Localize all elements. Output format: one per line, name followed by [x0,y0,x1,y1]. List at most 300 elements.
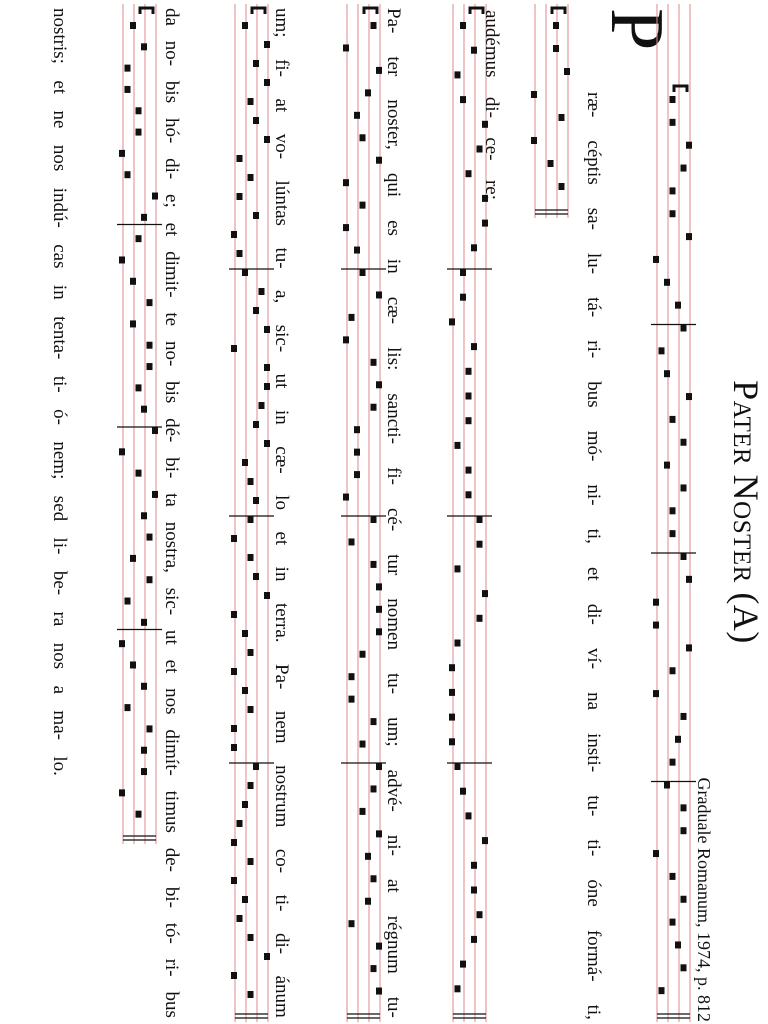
lyric-syllable: nos [161,688,182,715]
neume-note [237,820,243,827]
c-clef-icon [364,8,377,14]
lyric-syllable: cæ- [271,446,292,474]
neume-note [670,507,676,514]
neume-note [675,736,681,743]
lyric-syllable: tó- [161,922,182,944]
lyric-syllable: et [161,222,182,237]
neume-note [360,134,366,141]
neume-note [659,347,665,354]
lyric-syllable: ti- [583,839,604,857]
neume-note [477,615,483,622]
neume-note [686,142,692,149]
lyric-syllable: ta [161,493,182,507]
neume-note [681,325,687,332]
lyric-syllable: ti- [271,894,292,912]
neume-note [237,250,243,257]
neume-note [471,244,477,251]
lyric-syllable: ó- [49,409,70,425]
neume-note [231,231,237,238]
neume-note [130,555,136,562]
neume-note [471,862,477,869]
neume-note [349,673,355,680]
neume-note [242,896,248,903]
neume-note [141,683,147,690]
neume-note [152,491,158,498]
neume-note [248,858,254,865]
lyric-syllable: a, [271,290,292,304]
neume-note [231,972,237,979]
lyric-syllable: timus [161,790,182,833]
lyric-syllable: no- [161,340,182,367]
neume-note [460,294,466,301]
neume-note [365,853,371,860]
lyric-syllable: ri- [161,958,182,977]
neume-note [253,421,259,428]
neume-note [349,314,355,321]
lyric-syllable: na [583,692,604,711]
neume-note [371,718,377,725]
lyric-syllable: cæ- [383,296,404,325]
neume-note [248,516,254,523]
neume-note [670,96,676,103]
neume-note [471,343,477,350]
neume-note [147,342,153,349]
neume-note [136,235,142,242]
lyric-syllable: nos [49,144,70,172]
lyric-syllable: lis: [383,347,404,371]
lyric-syllable: mó- [583,430,604,462]
neume-note [371,965,377,972]
neume-note [455,565,461,572]
c-clef-icon [552,8,565,14]
neume-note [482,837,488,844]
neume-note [141,512,147,519]
neume-note [141,406,147,413]
neume-note [477,911,483,918]
neume-note [681,827,687,834]
neume-note [681,439,687,446]
c-clef-icon [674,86,687,92]
lyric-syllable: bis [161,80,182,104]
neume-note [248,991,254,998]
lyric-syllable: be- [49,570,70,596]
neume-note [253,307,259,314]
lyric-line [160,8,182,1018]
neume-note [466,393,472,400]
neume-note [343,44,349,51]
neume-note [553,45,559,52]
neume-note [125,704,131,711]
neume-note [670,187,676,194]
neume-note [681,804,687,811]
lyric-syllable: di- [271,933,292,955]
neume-note [360,651,366,658]
lyric-syllable: sic- [161,587,182,616]
lyric-syllable: dé- [161,418,182,443]
neume-note [455,763,461,770]
neume-note [449,738,455,745]
neume-note [259,402,265,409]
lyric-syllable: terra. [271,602,292,643]
lyric-syllable: cas [49,244,70,269]
neume-note [248,478,254,485]
neume-note [231,725,237,732]
neume-note [460,269,466,276]
lyric-syllable: in [383,258,404,274]
neume-note [147,534,153,541]
lyric-syllable: in [271,409,292,425]
neume-note [119,789,125,796]
neume-note [686,233,692,240]
neume-note [349,538,355,545]
lyric-syllable: tenta- [49,316,70,360]
neume-note [237,155,243,162]
neume-note [237,193,243,200]
lyric-syllable: et [583,566,604,581]
lyric-syllable: qui [383,172,404,198]
neume-note [354,449,360,456]
neume-note [349,696,355,703]
neume-note [248,554,254,561]
lyric-syllable: óne [583,879,604,907]
neume-note [141,214,147,221]
neume-note [681,553,687,560]
lyric-syllable: at [271,98,292,113]
neume-note [354,247,360,254]
neume-note [141,747,147,754]
neume-note [455,442,461,449]
neume-note [466,170,472,177]
neume-note [237,915,243,922]
neume-note [152,193,158,200]
lyric-syllable: ti, [583,1004,604,1020]
neume-note [664,462,670,469]
lyric-syllable: ræ- [583,92,604,118]
lyric-syllable: advé- [383,769,404,812]
lyric-syllable: ut [161,629,182,645]
lyric-syllable: dimít- [161,729,182,776]
neume-note [670,416,676,423]
lyric-syllable: da [161,8,182,26]
neume-note [141,619,147,626]
lyric-syllable: Pa- [383,8,404,34]
lyric-syllable: lo [271,495,292,510]
neume-note [130,661,136,668]
neume-note [371,785,377,792]
lyric-syllable: ti- [49,375,70,393]
neume-note [147,363,153,370]
neume-note [136,384,142,391]
lyric-syllable: ra [49,611,70,627]
neume-note [248,706,254,713]
neume-note [471,47,477,54]
neume-note [248,934,254,941]
lyric-syllable: formá- [583,929,604,982]
neume-note [231,877,237,884]
neume-note [477,516,483,523]
neume-note [466,417,472,424]
neume-note [248,649,254,656]
neume-note [147,725,153,732]
neume-note [466,491,472,498]
lyric-syllable: ri- [583,340,604,359]
neume-note [253,763,259,770]
neume-note [653,850,659,857]
lyric-syllable: a [49,685,70,694]
neume-note [664,370,670,377]
lyric-syllable: tur [383,554,404,576]
lyric-syllable: bis [161,381,182,404]
neume-note [675,941,681,948]
neume-note [349,920,355,927]
lyric-syllable: de- [161,847,182,872]
neume-note [242,687,248,694]
neume-note [136,107,142,114]
neume-note [259,288,265,295]
neume-note [548,160,554,167]
lyric-syllable: ti, [583,528,604,544]
neume-note [670,210,676,217]
neume-note [360,808,366,815]
lyric-syllable: ce- [481,137,502,161]
neume-note [449,714,455,721]
neume-note [686,576,692,583]
lyric-syllable: ví- [583,647,604,670]
neume-note [455,640,461,647]
lyric-syllable: ni- [383,834,404,856]
lyric-syllable: di- [583,603,604,625]
lyric-syllable: um; [271,8,292,38]
neume-note [136,129,142,136]
neume-note [686,393,692,400]
neume-note [365,89,371,96]
neume-note [253,212,259,219]
neume-note [670,667,676,674]
neume-note [231,345,237,352]
neume-note [360,202,366,209]
lyric-syllable: no- [161,40,182,67]
neume-note [343,494,349,501]
lyric-syllable: nos [49,642,70,670]
lyric-syllable: audémus [481,10,502,78]
neume-note [371,404,377,411]
lyric-syllable: tu- [383,673,404,695]
neume-note [664,279,670,286]
neume-note [460,788,466,795]
neume-note [477,541,483,548]
lyric-syllable: insti- [583,733,604,773]
neume-note [242,22,248,29]
neume-note [242,630,248,637]
neume-note [681,713,687,720]
neume-note [231,535,237,542]
neume-note [653,622,659,629]
neume-note [460,96,466,103]
lyric-syllable: di- [481,96,502,119]
lyric-syllable: indú- [49,187,70,228]
lyric-syllable: céptis [583,140,604,185]
neume-note [482,590,488,597]
lyric-syllable: nem; [49,441,70,480]
neume-note [449,318,455,325]
neume-note [664,782,670,789]
lyric-syllable: in [49,284,70,300]
lyric-syllable: bus [583,381,604,408]
neume-note [681,896,687,903]
neume-note [231,839,237,846]
neume-note [119,640,125,647]
neume-note [147,299,153,306]
lyric-syllable: co- [271,848,292,874]
neume-note [471,887,477,894]
neume-note [466,368,472,375]
source-citation: Graduale Romanum, 1974, p. 812 [694,777,714,1022]
lyric-syllable: ut [271,373,292,389]
lyric-syllable: Pa- [271,664,292,690]
neume-note [343,179,349,186]
neume-note [653,599,659,606]
neume-note [670,759,676,766]
lyric-syllable: es [383,220,404,236]
lyric-syllable: lu- [583,253,604,275]
neume-note [242,269,248,276]
neume-note [371,561,377,568]
neume-note [141,43,147,50]
neume-note [466,467,472,474]
neume-note [125,598,131,605]
neume-note [531,137,537,144]
neume-note [125,86,131,93]
neume-note [360,741,366,748]
neume-note [130,278,136,285]
neume-note [119,448,125,455]
neume-note [371,875,377,882]
neume-note [248,174,254,181]
lyric-syllable: sic- [271,324,292,353]
lyric-syllable: et [161,659,182,674]
lyric-line [48,8,70,776]
neume-note [119,256,125,263]
lyric-syllable: dimit- [161,251,182,298]
neume-note [354,426,360,433]
neume-note [449,664,455,671]
lyric-syllable: vo- [271,133,292,160]
neume-note [231,744,237,751]
lyric-line [582,92,604,1020]
lyric-syllable: fi- [383,467,404,485]
page-title: Pater Noster (A) [726,380,766,644]
neume-note [670,873,676,880]
neume-note [354,112,360,119]
neume-note [686,644,692,651]
neume-note [248,782,254,789]
neume-note [371,359,377,366]
neume-note [460,22,466,29]
lyric-syllable: lúntas [271,180,292,226]
neume-note [564,68,570,75]
neume-note [681,964,687,971]
lyric-syllable: ánum [271,975,292,1018]
lyric-syllable: tá- [583,297,604,318]
neume-note [675,302,681,309]
neume-note [365,898,371,905]
neume-note [343,224,349,231]
lyric-syllable: ne [49,110,70,129]
lyric-syllable: nostris; [49,8,70,64]
neume-note [147,576,153,583]
lyric-syllable: et [271,531,292,546]
lyric-syllable: nostra, [161,521,182,573]
neume-note [248,98,254,105]
neume-note [653,690,659,697]
lyric-syllable: te [161,312,182,327]
neume-note [653,256,659,263]
neume-note [455,985,461,992]
neume-note [559,183,565,190]
lyric-syllable: bi- [161,457,182,479]
neume-note [253,60,259,67]
neume-note [449,689,455,696]
neume-note [242,459,248,466]
neume-note [231,611,237,618]
lyric-syllable: nem [271,710,292,744]
neume-note [119,150,125,157]
lyric-syllable: re: [481,179,502,200]
neume-note [152,427,158,434]
lyric-syllable: bus [161,991,182,1018]
neume-note [354,471,360,478]
neume-note [531,91,537,98]
c-clef-icon [140,8,153,14]
lyric-syllable: noster, [383,99,404,150]
neume-note [559,114,565,121]
neume-note [670,119,676,126]
lyric-syllable: sa- [583,207,604,230]
lyric-syllable: um; [383,717,404,747]
lyric-syllable: et [49,80,70,95]
neume-note [553,22,559,29]
lyric-syllable: sed [49,495,70,522]
lyric-syllable: sancti- [383,393,404,445]
lyric-syllable: tu- [271,247,292,269]
neume-note [460,961,466,968]
neume-note [231,668,237,675]
neume-note [471,936,477,943]
neume-note [360,269,366,276]
neume-note [253,573,259,580]
neume-note [371,516,377,523]
neume-note [136,811,142,818]
lyric-syllable: cé- [383,507,404,532]
lyric-syllable: nomen [383,598,404,650]
neume-note [670,530,676,537]
neume-note [125,171,131,178]
neume-note [136,470,142,477]
lyric-syllable: régnum [383,915,404,974]
neume-note [130,22,136,29]
lyric-line [382,8,404,1018]
lyric-syllable: ni- [583,484,604,506]
c-clef-icon [252,8,265,14]
neume-note [242,801,248,808]
lyric-syllable: tu- [583,795,604,817]
neume-note [141,768,147,775]
lyric-syllable: hó- [161,117,182,144]
neume-note [681,484,687,491]
neume-note [253,497,259,504]
neume-note [466,812,472,819]
lyric-syllable: bi- [161,886,182,908]
